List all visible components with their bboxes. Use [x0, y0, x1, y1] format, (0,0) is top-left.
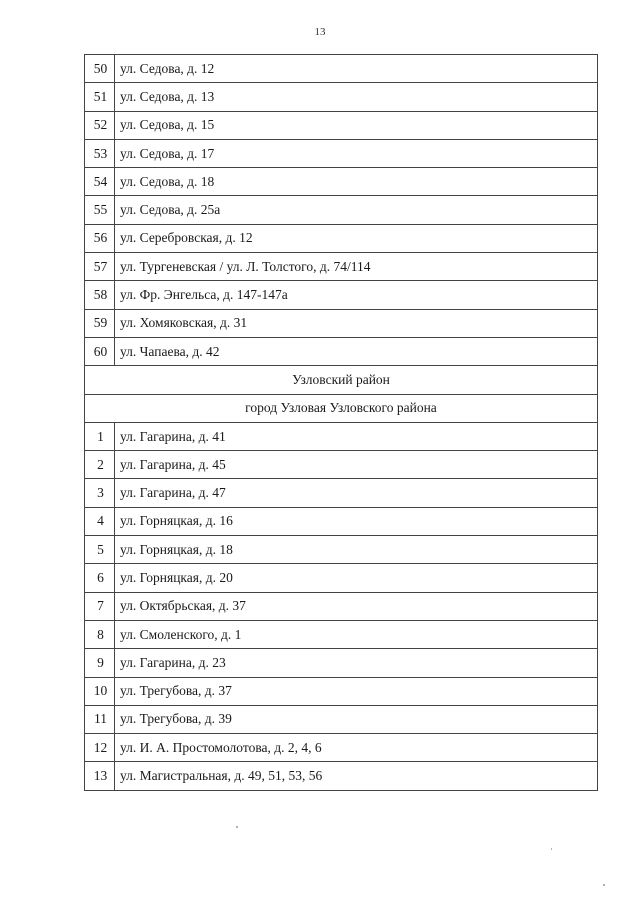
table-row	[85, 536, 598, 564]
table-row	[85, 111, 598, 139]
row-address: ул. Седова, д. 17	[115, 139, 598, 167]
table-row	[85, 705, 598, 733]
scan-speck	[603, 884, 605, 886]
table-row	[85, 451, 598, 479]
row-address: ул. Горняцкая, д. 20	[115, 564, 598, 592]
row-number: 57	[85, 253, 115, 281]
row-address: ул. Седова, д. 18	[115, 168, 598, 196]
table-row	[85, 83, 598, 111]
row-address: ул. И. А. Простомолотова, д. 2, 4, 6	[115, 734, 598, 762]
row-number: 12	[85, 734, 115, 762]
row-address: ул. Смоленского, д. 1	[115, 620, 598, 648]
row-address: ул. Гагарина, д. 47	[115, 479, 598, 507]
row-number: 3	[85, 479, 115, 507]
row-address: ул. Горняцкая, д. 18	[115, 536, 598, 564]
address-table-body	[85, 55, 598, 791]
row-number: 10	[85, 677, 115, 705]
row-number: 56	[85, 224, 115, 252]
scan-speck	[551, 848, 552, 850]
row-number: 53	[85, 139, 115, 167]
row-number: 58	[85, 281, 115, 309]
row-address: ул. Трегубова, д. 39	[115, 705, 598, 733]
row-number: 11	[85, 705, 115, 733]
row-address: ул. Гагарина, д. 23	[115, 649, 598, 677]
page-number: 13	[314, 26, 326, 38]
row-number: 1	[85, 422, 115, 450]
table-row	[85, 649, 598, 677]
row-address: ул. Чапаева, д. 42	[115, 337, 598, 365]
address-table	[84, 54, 598, 791]
district-heading: Узловский район	[85, 366, 598, 394]
row-number: 7	[85, 592, 115, 620]
row-address: ул. Гагарина, д. 45	[115, 451, 598, 479]
row-number: 2	[85, 451, 115, 479]
table-row	[85, 309, 598, 337]
row-address: ул. Седова, д. 25а	[115, 196, 598, 224]
table-row	[85, 734, 598, 762]
city-heading-row	[85, 394, 598, 422]
row-number: 8	[85, 620, 115, 648]
table-row	[85, 762, 598, 790]
row-number: 51	[85, 83, 115, 111]
row-address: ул. Седова, д. 15	[115, 111, 598, 139]
row-address: ул. Октябрьская, д. 37	[115, 592, 598, 620]
table-row	[85, 224, 598, 252]
row-number: 4	[85, 507, 115, 535]
table-row	[85, 196, 598, 224]
row-address: ул. Горняцкая, д. 16	[115, 507, 598, 535]
row-address: ул. Седова, д. 12	[115, 55, 598, 83]
table-row	[85, 281, 598, 309]
table-row	[85, 168, 598, 196]
row-address: ул. Серебровская, д. 12	[115, 224, 598, 252]
row-address: ул. Тургеневская / ул. Л. Толстого, д. 74/114	[115, 253, 598, 281]
row-address: ул. Хомяковская, д. 31	[115, 309, 598, 337]
table-row	[85, 620, 598, 648]
table-row	[85, 592, 598, 620]
row-number: 50	[85, 55, 115, 83]
row-number: 5	[85, 536, 115, 564]
table-row	[85, 139, 598, 167]
row-number: 60	[85, 337, 115, 365]
district-heading-row	[85, 366, 598, 394]
table-row	[85, 55, 598, 83]
row-address: ул. Магистральная, д. 49, 51, 53, 56	[115, 762, 598, 790]
row-number: 52	[85, 111, 115, 139]
row-number: 9	[85, 649, 115, 677]
table-row	[85, 677, 598, 705]
city-heading: город Узловая Узловского района	[85, 394, 598, 422]
table-row	[85, 253, 598, 281]
row-address: ул. Седова, д. 13	[115, 83, 598, 111]
row-address: ул. Гагарина, д. 41	[115, 422, 598, 450]
row-address: ул. Трегубова, д. 37	[115, 677, 598, 705]
row-number: 54	[85, 168, 115, 196]
table-row	[85, 507, 598, 535]
table-row	[85, 337, 598, 365]
row-number: 6	[85, 564, 115, 592]
table-row	[85, 564, 598, 592]
row-address: ул. Фр. Энгельса, д. 147-147а	[115, 281, 598, 309]
row-number: 55	[85, 196, 115, 224]
table-row	[85, 422, 598, 450]
scan-speck	[236, 826, 238, 828]
table-row	[85, 479, 598, 507]
row-number: 13	[85, 762, 115, 790]
row-number: 59	[85, 309, 115, 337]
